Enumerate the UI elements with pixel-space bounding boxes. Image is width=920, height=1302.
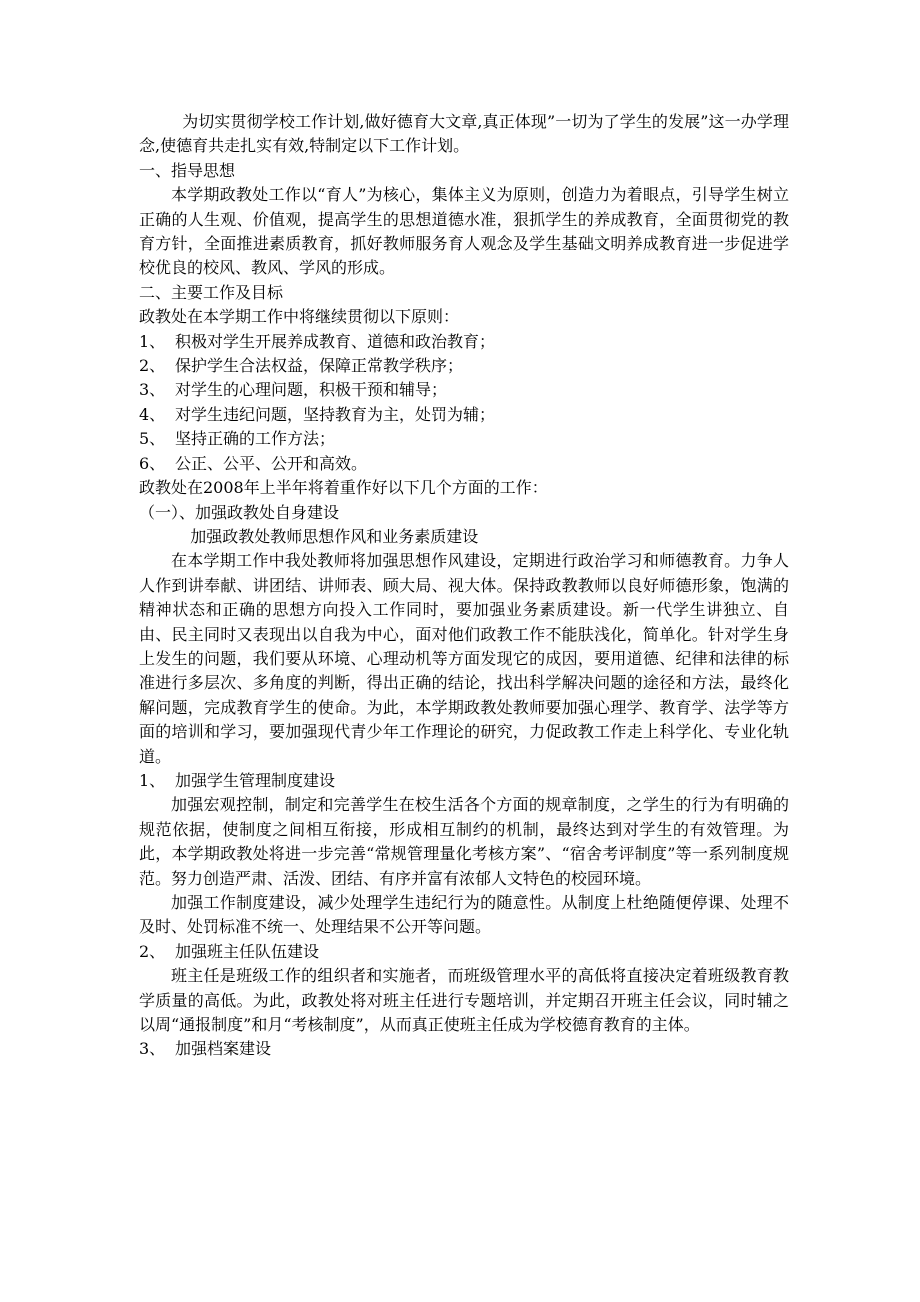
list-item-number: 2、 [139, 356, 166, 376]
list-item-number: 3、 [139, 380, 166, 400]
list-item [139, 452, 789, 476]
list-item-text: 对学生违纪问题，坚持教育为主，处罚为辅； [175, 404, 496, 424]
item-1-number: 1、 [139, 770, 166, 790]
item-1-body-2: 加强工作制度建设，减少处理学生违纪行为的随意性。从制度上杜绝随便停课、处理不及时、处罚标准不统一、处理结果不公开等问题。 [139, 893, 789, 937]
list-item-text: 对学生的心理问题，积极干预和辅导； [175, 380, 448, 400]
part-1-body: 在本学期工作中我处教师将加强思想作风建设，定期进行政治学习和师德教育。力争人人作到讲奉献、讲团结、讲师表、顾大局、视大体。保持政教教师以良好师德形象，饱满的精神状态和正确的思想方向投入工作同时，要加强业务素质建设。新一代学生讲独立、自由、民主同时又表现出以自我为中心，面对他们政教工作不能肤浅化，简单化。针对学生身上发生的问题，我们要从环境、心理动机等方面发现它的成因，要用道德、纪律和法律的标准进行多层次、多角度的判断，得出正确的结论，找出科学解决问题的途径和方法，最终化解问题，完成教育学生的使命。为此，本学期政教处教师要加强心理学、教育学、法学等方面的培训和学习，要加强现代青少年工作理论的研究，力促政教工作走上科学化、专业化轨道。 [139, 551, 789, 766]
list-item-text: 坚持正确的工作方法； [175, 429, 336, 449]
item-2-number: 2、 [139, 941, 166, 961]
item-3-title: 加强档案建设 [175, 1039, 272, 1059]
item-2-title: 加强班主任队伍建设 [175, 941, 320, 961]
item-2-heading [139, 940, 789, 964]
list-item-text: 保护学生合法权益，保障正常教学秩序； [175, 356, 464, 376]
list-item [139, 354, 789, 378]
list-item-number: 1、 [139, 331, 166, 351]
list-item [139, 403, 789, 427]
list-item-number: 4、 [139, 404, 166, 424]
list-item-text: 公正、公平、公开和高效。 [175, 453, 368, 473]
document-page [139, 110, 789, 1062]
section-1-title: 一、指导思想 [139, 160, 236, 180]
list-item [139, 427, 789, 451]
item-2-body: 班主任是班级工作的组织者和实施者，而班级管理水平的高低将直接决定着班级教育教学质量的高低。为此，政教处将对班主任进行专题培训，并定期召开班主任会议，同时辅之以周“通报制度”和月“考核制度”，从而真正使班主任成为学校德育教育的主体。 [139, 966, 789, 1035]
intro-paragraph: 为切实贯彻学校工作计划,做好德育大文章,真正体现”一切为了学生的发展”这一办学理念,使德育共走扎实有效,特制定以下工作计划。 [139, 112, 789, 156]
list-item [139, 330, 789, 354]
item-1-heading [139, 769, 789, 793]
principles-list [139, 330, 789, 476]
item-1-body-1: 加强宏观控制，制定和完善学生在校生活各个方面的规章制度，之学生的行为有明确的规范依据，使制度之间相互衔接，形成相互制约的机制，最终达到对学生的有效管理。为此，本学期政教处将进一步完善“常规管理量化考核方案”、“宿舍考评制度”等一系列制度规范。努力创造严肃、活泼、团结、有序并富有浓郁人文特色的校园环境。 [139, 795, 789, 888]
list-item-number: 6、 [139, 453, 166, 473]
section-2-title: 二、主要工作及目标 [139, 282, 284, 302]
list-item-text: 积极对学生开展养成教育、道德和政治教育； [175, 331, 496, 351]
item-1-title: 加强学生管理制度建设 [175, 770, 336, 790]
list-item-number: 5、 [139, 429, 166, 449]
item-3-heading [139, 1037, 789, 1061]
part-1-subtitle: 加强政教处教师思想作风和业务素质建设 [190, 526, 479, 546]
list-item [139, 378, 789, 402]
section-1-body: 本学期政教处工作以“育人”为核心，集体主义为原则，创造力为着眼点，引导学生树立正确的人生观、价值观，提高学生的思想道德水准，狠抓学生的养成教育，全面贯彻党的教育方针，全面推进素质教育，抓好教师服务育人观念及学生基础文明养成教育进一步促进学校优良的校风、教风、学风的形成。 [139, 185, 789, 278]
principles-intro: 政教处在本学期工作中将继续贯彻以下原则： [139, 307, 460, 327]
focus-intro: 政教处在2008年上半年将着重作好以下几个方面的工作： [139, 478, 548, 498]
part-1-title: （一）、加强政教处自身建设 [139, 502, 340, 522]
item-3-number: 3、 [139, 1039, 166, 1059]
